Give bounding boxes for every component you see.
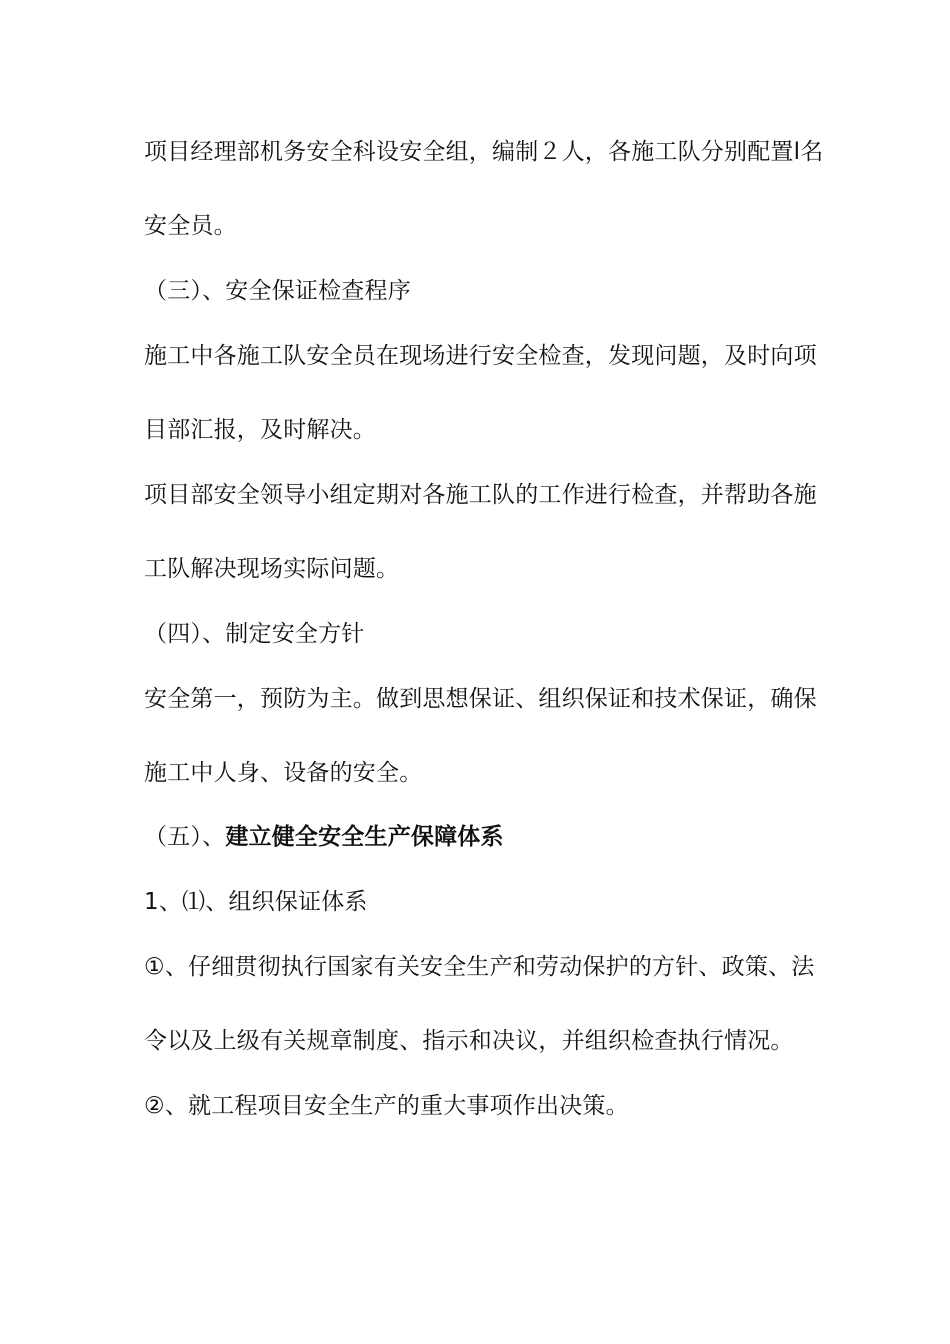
list-item: ②、就工程项目安全生产的重大事项作出决策。	[144, 1093, 629, 1119]
paragraph-line: 安全第一，预防为主。做到思想保证、组织保证和技术保证，确保	[144, 686, 817, 712]
heading-prefix: （五）、	[144, 824, 226, 850]
paragraph-line: 工队解决现场实际问题。	[144, 556, 400, 582]
paragraph-line: 目部汇报，及时解决。	[144, 417, 376, 443]
paragraph-line: 施工中人身、设备的安全。	[144, 760, 423, 786]
section-heading-4: （四）、制定安全方针	[144, 621, 365, 647]
list-item: ①、仔细贯彻执行国家有关安全生产和劳动保护的方针、政策、法	[144, 954, 815, 980]
paragraph-line: 项目经理部机务安全科设安全组，编制２人，各施工队分别配置l名	[144, 139, 824, 165]
subsection-heading: 1、⑴、组织保证体系	[144, 889, 368, 915]
paragraph-line: 项目部安全领导小组定期对各施工队的工作进行检查，并帮助各施	[144, 482, 817, 508]
heading-title: 建立健全安全生产保障体系	[225, 824, 504, 850]
section-heading-3: （三）、安全保证检查程序	[144, 278, 411, 304]
section-heading-5	[144, 822, 504, 852]
paragraph-line: 施工中各施工队安全员在现场进行安全检查，发现问题，及时向项	[144, 343, 817, 369]
paragraph-line: 安全员。	[144, 213, 237, 239]
paragraph-line: 令以及上级有关规章制度、指示和决议，并组织检查执行情况。	[144, 1028, 794, 1054]
